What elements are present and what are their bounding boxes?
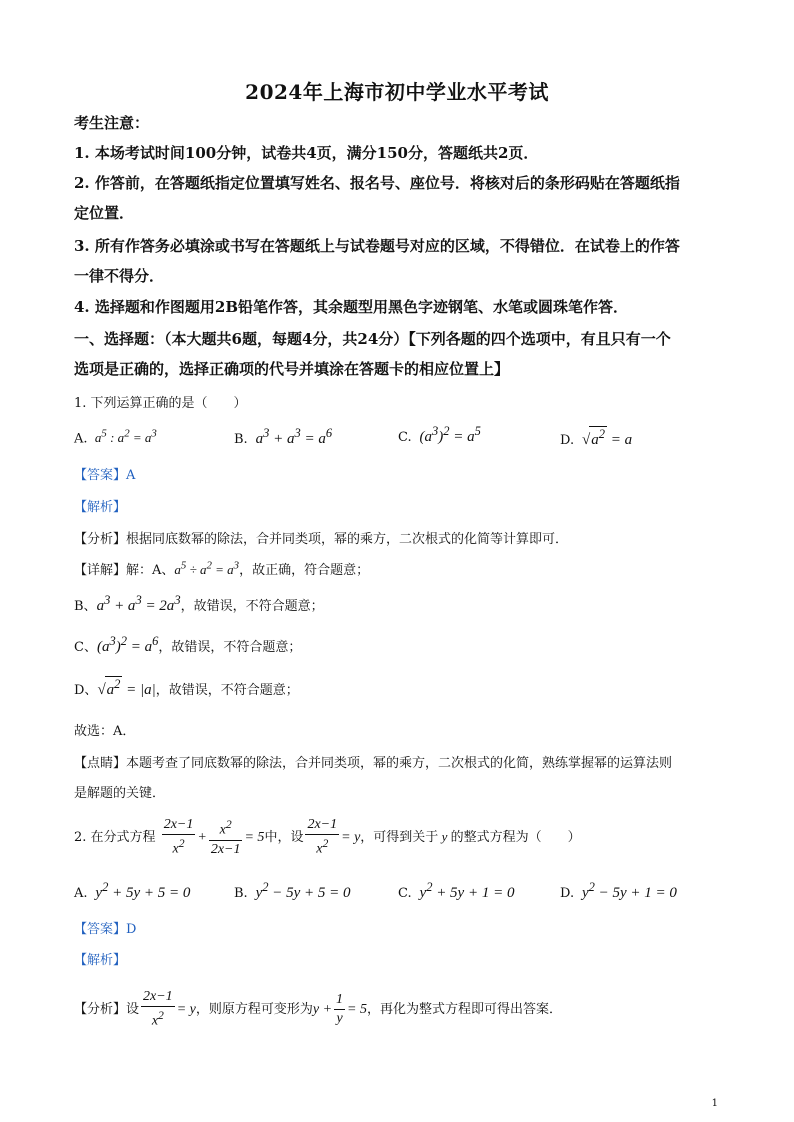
- q1-option-c-label: C.: [398, 430, 412, 445]
- q1-option-b: [234, 426, 332, 448]
- q1-detail-d-suffix: ，故错误，不符合题意；: [155, 683, 299, 698]
- q1-fenxi: 【分析】根据同底数幂的除法，合并同类项，幂的乘方，二次根式的化简等计算即可．: [74, 532, 569, 547]
- q2-fraction-1: $\frac{2x-1}{x^2}$: [163, 817, 194, 857]
- q2-stem-suffix: ，可得到关于: [360, 829, 439, 845]
- q2-stem: 2. 在分式方程 $\frac{2x-1}{x^2}$ + $\frac{x^2}{2x-1}$ = 5中，设 $\frac{2x-1}{x^2}$ = y，可得到关于 y 的整式方程为（ ）: [74, 817, 581, 857]
- q1-option-a: [74, 428, 157, 446]
- page-title: 2024年上海市初中学业水平考试: [245, 80, 549, 104]
- q1-detail-b-formula: $a^3 + a^3 = 2a^3$: [96, 593, 181, 614]
- q1-option-a-formula: $a^5$ : $a^2 = a^3$: [91, 428, 157, 446]
- notice-item-3: 3. 所有作答务必填涂或书写在答题纸上与试卷题号对应的区域，不得错位．在试卷上的作答: [74, 237, 680, 255]
- q1-option-a-label: A.: [74, 431, 88, 447]
- q1-detail-c-prefix: C、: [74, 640, 97, 655]
- q1-dianjing: 【点睛】本题考查了同底数幂的除法，合并同类项，幂的乘方，二次根式的化简，熟练掌握幂的运算法则: [74, 756, 673, 771]
- q1-detail-a: [74, 559, 369, 578]
- q1-detail-b: [74, 593, 324, 615]
- q1-option-b-formula: $a^3 + a^3 = a^6$: [251, 426, 333, 447]
- q1-option-d-formula: $√a^2 = a$: [578, 427, 633, 448]
- q2-fenxi-fraction: $\frac{2x-1}{x^2}$: [143, 989, 173, 1029]
- q1-option-c: [398, 424, 481, 446]
- q2-analysis-tag: 【解析】: [74, 953, 127, 968]
- page-number: 1: [711, 1098, 718, 1109]
- q2-option-c-formula: $y^2 + 5y + 1 = 0$: [415, 880, 515, 901]
- q2-fenxi-suffix: ，再化为整式方程即可得出答案．: [367, 1001, 563, 1017]
- q1-detail-prefix: 【详解】解：A、: [74, 563, 175, 578]
- q1-option-d: [560, 426, 632, 449]
- q2-fenxi-mid: ，则原方程可变形为: [195, 1001, 313, 1017]
- notice-item-2: 2. 作答前，在答题纸指定位置填写姓名、报名号、座位号．将核对后的条形码贴在答题纸指: [74, 174, 680, 192]
- notice-item-2-cont: 定位置．: [74, 204, 135, 222]
- q1-dianjing-cont: 是解题的关键．: [74, 786, 166, 801]
- q1-detail-c: [74, 634, 301, 656]
- q1-stem: 1. 下列运算正确的是（ ）: [74, 396, 247, 411]
- q2-option-d-label: D.: [560, 886, 575, 901]
- q1-conclusion: 故选：A．: [74, 724, 136, 739]
- q1-detail-d: [74, 676, 299, 699]
- notice-heading: 考生注意：: [74, 114, 150, 132]
- q2-option-b-label: B.: [234, 886, 248, 901]
- q2-option-c-label: C.: [398, 886, 412, 901]
- q2-option-b-formula: $y^2 - 5y + 5 = 0$: [251, 880, 351, 901]
- notice-item-3-cont: 一律不得分．: [74, 267, 165, 285]
- q1-detail-b-prefix: B、: [74, 599, 97, 614]
- q1-option-d-label: D.: [560, 433, 575, 448]
- q1-detail-d-prefix: D、: [74, 683, 98, 698]
- q2-answer: 【答案】D: [74, 922, 137, 937]
- q1-answer: 【答案】A: [74, 468, 136, 483]
- q1-detail-c-suffix: ，故错误，不符合题意；: [158, 640, 302, 655]
- section1-heading: 一、选择题：（本大题共6题，每题4分，共24分）【下列各题的四个选项中，有且只有一个: [74, 330, 671, 348]
- q2-stem-mid: 中，设: [264, 829, 304, 845]
- q2-option-b: [234, 880, 351, 902]
- notice-item-1: 1. 本场考试时间100分钟，试卷共4页，满分150分，答题纸共2页．: [74, 144, 539, 162]
- q1-detail-a-suffix: ，故正确，符合题意；: [239, 563, 370, 578]
- notice-item-4: 4. 选择题和作图题用2B铅笔作答，其余题型用黑色字迹钢笔、水笔或圆珠笔作答．: [74, 298, 629, 316]
- q1-detail-b-suffix: ，故错误，不符合题意；: [180, 599, 324, 614]
- q2-stem-tail: 的整式方程为（ ）: [450, 829, 581, 845]
- q1-detail-d-formula: $√a^2 = |a|$: [97, 677, 156, 698]
- q2-fenxi-fraction-2: $\frac{1}{y}$: [336, 991, 344, 1026]
- q2-fenxi-prefix: 【分析】设: [74, 1001, 140, 1017]
- q1-analysis-tag: 【解析】: [74, 500, 127, 515]
- q2-option-a-label: A.: [74, 886, 88, 901]
- q2-stem-prefix: 2. 在分式方程: [74, 829, 156, 845]
- q1-option-b-label: B.: [234, 432, 248, 447]
- q2-option-a: [74, 880, 190, 902]
- q2-fraction-3: $\frac{2x-1}{x^2}$: [307, 817, 338, 857]
- q2-option-c: [398, 880, 514, 902]
- q2-fraction-2: $\frac{x^2}{2x-1}$: [210, 818, 241, 857]
- q2-option-d-formula: $y^2 - 5y + 1 = 0$: [578, 880, 677, 901]
- section1-heading-cont: 选项是正确的，选择正确项的代号并填涂在答题卡的相应位置上】: [74, 360, 510, 378]
- q2-option-d: [560, 880, 677, 902]
- q2-option-a-formula: $y^2 + 5y + 5 = 0$: [91, 880, 191, 901]
- q2-fenxi: 【分析】设 $\frac{2x-1}{x^2}$ = y，则原方程可变形为y + $\frac{1}{y}$ = 5，再化为整式方程即可得出答案．: [74, 989, 563, 1029]
- q1-option-c-formula: $(a^3)^2 = a^5$: [415, 424, 481, 445]
- q1-detail-a-formula: $a^5 \div a^2 = a^3$: [174, 559, 240, 577]
- q1-detail-c-formula: $(a^3)^2 = a^6$: [96, 634, 159, 655]
